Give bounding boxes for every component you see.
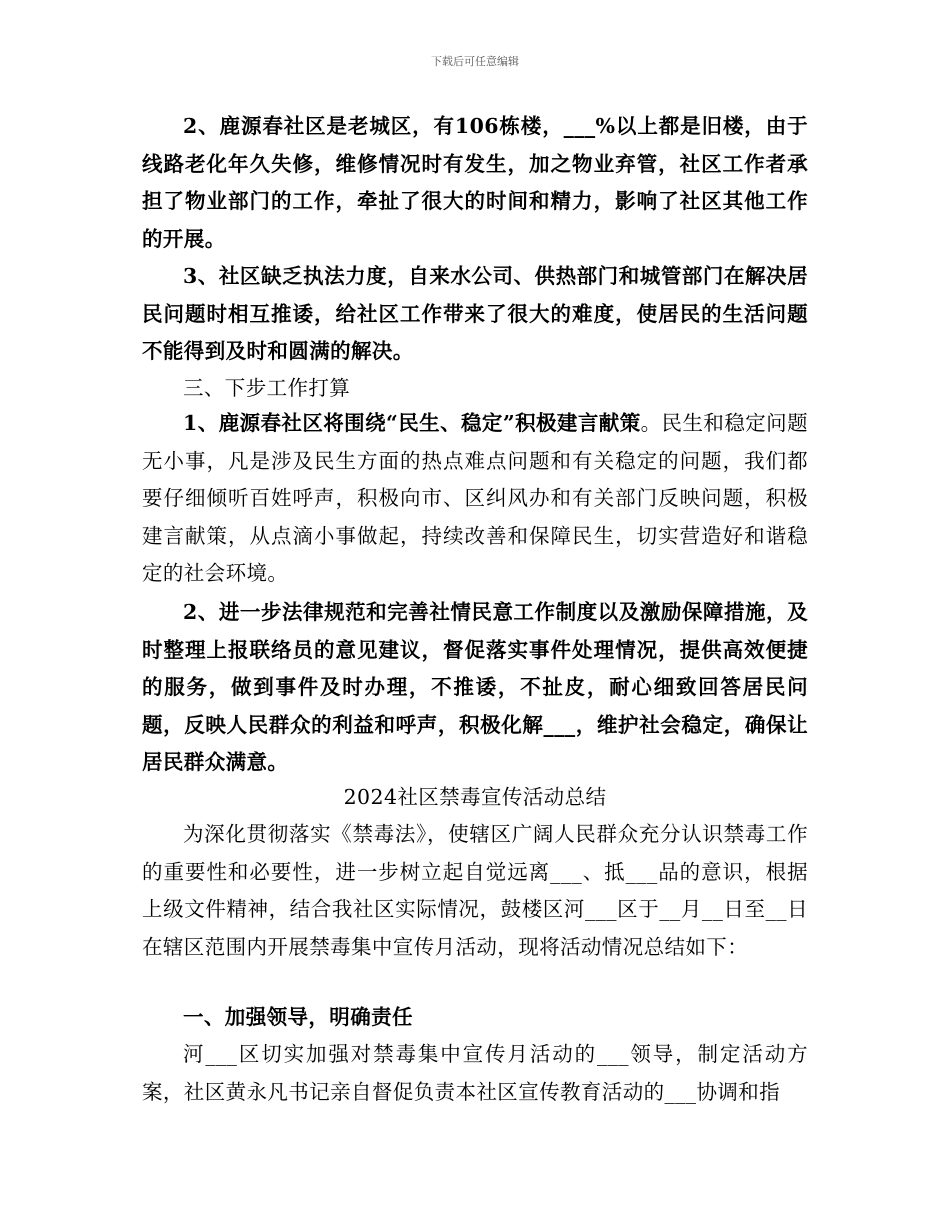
paragraph-enforcement-issues: 3、社区缺乏执法力度，自来水公司、供热部门和城管部门在解决居民问题时相互推诿，给社区工作带来了很大的难度，使居民的生活问题不能得到及时和圆满的解决。 — [142, 264, 808, 363]
paragraph-introduction: 为深化贯彻落实《禁毒法》，使辖区广阔人民群众充分认识禁毒工作的重要性和必要性，进一步树立起自觉远离___、抵___品的意识，根据上级文件精神，结合我社区实际情况，鼓楼区河___区于__月__日至__日在辖区范围内开展禁毒集中宣传月活动，现将活动情况总结如下： — [142, 822, 808, 959]
page-header: 下载后可任意编辑 — [431, 55, 519, 68]
paragraph-building-issues: 2、鹿源春社区是老城区，有106栋楼，___%以上都是旧楼，由于线路老化年久失修，维修情况时有发生，加之物业弃管，社区工作者承担了物业部门的工作，牵扯了很大的时间和精力，影响了社区其他工作的开展。 — [142, 114, 808, 251]
document-title: 2024社区禁毒宣传活动总结 — [343, 785, 607, 809]
section-heading-next-steps: 三、下步工作打算 — [183, 376, 351, 400]
paragraph-leadership-body: 河___区切实加强对禁毒集中宣传月活动的___领导，制定活动方案，社区黄永凡书记亲自督促负责本社区宣传教育活动的___协调和指 — [142, 1042, 808, 1104]
paragraph-livelihood-stability — [142, 405, 808, 593]
paragraph-body: 。民生和稳定问题无小事，凡是涉及民生方面的热点难点问题和有关稳定的问题，我们都要仔细倾听百姓呼声，积极向市、区纠风办和有关部门反映问题，积极建言献策，从点滴小事做起，持续改善和保障民生，切实营造好和谐稳定的社会环境。 — [142, 411, 808, 585]
paragraph-system-improvement: 2、进一步法律规范和完善社情民意工作制度以及激励保障措施，及时整理上报联络员的意见建议，督促落实事件处理情况，提供高效便捷的服务，做到事件及时办理，不推诿，不扯皮，耐心细致回答居民问题，反映人民群众的利益和呼声，积极化解___，维护社会稳定，确保让居民群众满意。 — [142, 600, 808, 774]
paragraph-lead-bold: 1、鹿源春社区将围绕“民生、稳定”积极建言献策 — [183, 411, 641, 435]
section-heading-leadership: 一、加强领导，明确责任 — [183, 1005, 413, 1029]
